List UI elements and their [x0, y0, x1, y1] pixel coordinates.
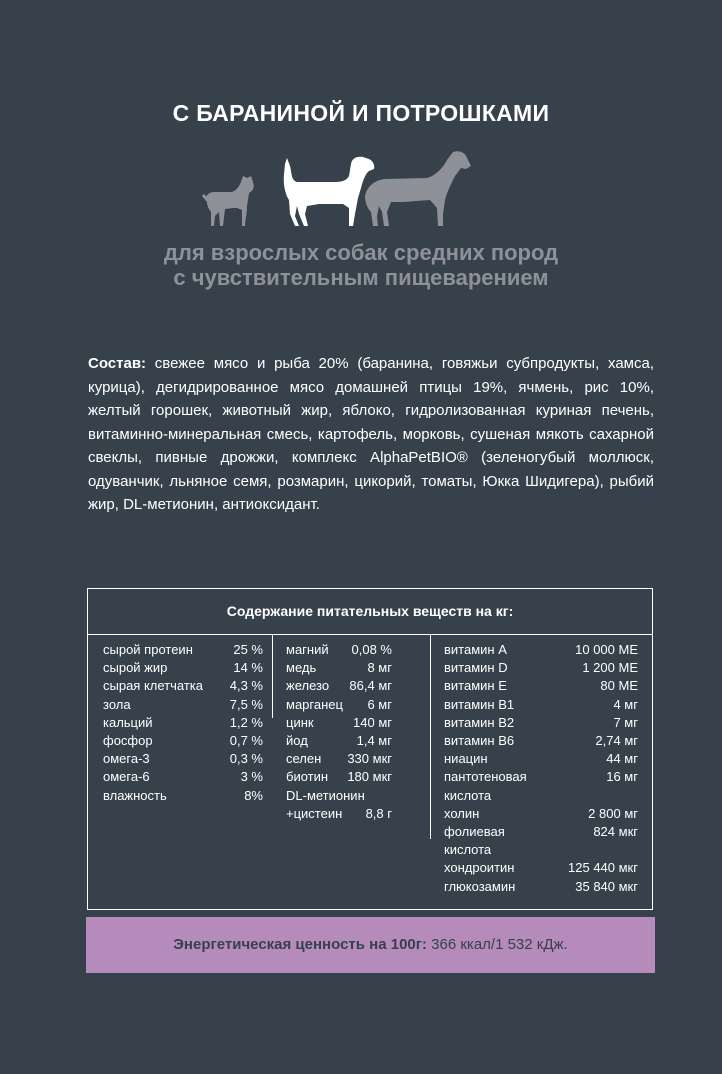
nutrient-value: 14 %	[233, 660, 263, 676]
nutrient-value: 1 200 МЕ	[582, 660, 638, 676]
nutrient-value: 25 %	[233, 642, 263, 657]
nutrient-row	[444, 787, 638, 805]
nutrient-row	[444, 641, 638, 659]
nutrient-row	[286, 732, 392, 750]
nutrient-row	[286, 768, 392, 786]
nutrient-name: витамин А	[444, 642, 507, 657]
nutrient-name: витамин В1	[444, 696, 515, 712]
nutrient-name: холин	[444, 805, 480, 821]
nutrient-name: фолиевая	[444, 824, 505, 840]
nutrient-row	[286, 677, 392, 695]
nutrient-name: +цистеин	[286, 805, 343, 821]
nutrient-name: селен	[286, 751, 322, 767]
nutrient-value: 7 мг	[613, 714, 638, 730]
nutrient-name: цинк	[286, 714, 314, 730]
nutrient-row	[286, 805, 392, 823]
nutrient-name: фосфор	[103, 733, 153, 749]
nutrient-value: 80 МЕ	[600, 678, 638, 694]
nutrient-name: магний	[286, 642, 329, 657]
nutrient-row	[286, 787, 392, 805]
nutrient-row	[444, 659, 638, 677]
nutrient-name: витамин В6	[444, 733, 515, 749]
nutrient-row	[103, 677, 263, 695]
nutrient-row	[444, 878, 638, 896]
nutrient-row	[444, 750, 638, 768]
nutrient-row	[103, 714, 263, 732]
nutrient-row	[444, 859, 638, 877]
nutrient-row	[103, 659, 263, 677]
nutrient-row	[103, 768, 263, 786]
nutrient-row	[444, 696, 638, 714]
nutrients-heading: Содержание питательных веществ на кг:	[88, 589, 652, 635]
nutrient-row	[444, 841, 638, 859]
nutrient-value: 0,7 %	[229, 733, 263, 749]
column-divider	[272, 634, 273, 718]
small-dog-icon	[202, 176, 254, 226]
nutrient-name: витамин Е	[444, 678, 507, 694]
nutrient-name: биотин	[286, 769, 329, 785]
dog-size-icons	[195, 150, 475, 230]
nutrient-value: 8 мг	[367, 660, 392, 676]
nutrient-name: глюкозамин	[444, 878, 516, 894]
nutrient-value: 4 мг	[613, 696, 638, 712]
nutrient-value: 4,3 %	[229, 678, 263, 694]
composition-label: Состав:	[88, 355, 147, 372]
nutrient-row	[286, 696, 392, 714]
nutrient-row	[444, 768, 638, 786]
nutrient-value: 8,8 г	[365, 805, 392, 821]
nutrient-value: 35 840 мкг	[575, 878, 638, 894]
nutrient-row	[103, 750, 263, 768]
composition-paragraph	[88, 352, 654, 517]
nutrient-row	[103, 696, 263, 714]
nutrient-row	[103, 787, 263, 805]
nutrient-value: 10 000 МЕ	[575, 642, 638, 657]
nutrient-name: витамин D	[444, 660, 508, 676]
nutrient-name: ниацин	[444, 751, 488, 767]
nutrient-name: влажность	[103, 787, 167, 803]
nutrient-name: сырой жир	[103, 660, 168, 676]
nutrient-row	[444, 714, 638, 732]
energy-label: Энергетическая ценность на 100г:	[173, 936, 427, 953]
nutrient-row	[286, 750, 392, 768]
nutrient-name: медь	[286, 660, 317, 676]
product-title: С БАРАНИНОЙ И ПОТРОШКАМИ	[172, 100, 550, 126]
nutrient-value: 2 800 мг	[588, 805, 638, 821]
nutrient-name: сырой протеин	[103, 642, 193, 657]
nutrient-name: омега-3	[103, 751, 150, 767]
nutrient-row	[444, 732, 638, 750]
nutrient-value: 2,74 мг	[595, 733, 638, 749]
column-divider	[430, 634, 431, 839]
nutrients-column-2	[286, 641, 392, 823]
nutrient-name: витамин В2	[444, 714, 515, 730]
nutrient-value: 44 мг	[606, 751, 638, 767]
nutrient-value: 1,4 мг	[356, 733, 392, 749]
nutrient-name: кальций	[103, 714, 153, 730]
nutrient-name: марганец	[286, 696, 343, 712]
target-audience	[0, 240, 722, 290]
nutrient-name: зола	[103, 696, 131, 712]
nutrient-value: 0,3 %	[229, 751, 263, 767]
nutrient-name: хондроитин	[444, 860, 515, 876]
nutrient-value: 86,4 мг	[349, 678, 392, 694]
nutrient-value: 1,2 %	[229, 714, 263, 730]
nutrient-value: 125 440 мкг	[568, 860, 638, 876]
nutrient-name: омега-6	[103, 769, 150, 785]
nutrient-value: 824 мкг	[593, 824, 638, 840]
nutrient-row	[286, 659, 392, 677]
medium-dog-icon	[284, 157, 375, 226]
nutrient-value: 7,5 %	[229, 696, 263, 712]
nutrient-name: DL-метионин	[286, 787, 365, 803]
nutrient-value: 3 %	[240, 769, 263, 785]
energy-value-band	[86, 917, 655, 973]
nutrient-name: кислота	[444, 787, 492, 803]
nutrients-column-3	[444, 641, 638, 896]
nutrient-row	[444, 677, 638, 695]
subtitle-line: с чувствительным пищеварением	[173, 265, 549, 290]
nutrient-row	[286, 714, 392, 732]
nutrient-value: 16 мг	[606, 769, 638, 785]
nutrient-row	[444, 805, 638, 823]
nutrient-row	[286, 641, 392, 659]
energy-value: 366 ккал/1 532 кДж.	[427, 936, 568, 953]
nutrient-name: йод	[286, 733, 308, 749]
composition-text: свежее мясо и рыба 20% (баранина, говяжьи субпродукты, хамса, курица), дегидрированное мясо домашней птицы 19%, ячмень, рис 10%, желтый горошек, животный жир, яблоко, гидролизованная куриная печень, витаминно-минеральная смесь, картофель, морковь, сушеная мякоть сахарной свеклы, пивные дрожжи, комплекс AlphaPetBIO® (зеленогубый моллюск, одуванчик, льняное семя, розмарин, цикорий, томаты, Юкка Шидигера), рыбий жир, DL-метионин, антиоксидант.	[88, 355, 654, 513]
nutrients-column-1	[103, 641, 263, 805]
nutrient-value: 180 мкг	[347, 769, 392, 785]
nutrients-table	[87, 588, 653, 910]
nutrient-name: железо	[286, 678, 330, 694]
nutrient-name: пантотеновая	[444, 769, 527, 785]
subtitle-line: для взрослых собак средних пород	[163, 240, 559, 265]
nutrient-value: 330 мкг	[347, 751, 392, 767]
nutrient-name: сырая клетчатка	[103, 678, 204, 694]
nutrient-value: 8%	[244, 787, 263, 803]
large-dog-icon	[365, 151, 471, 226]
nutrient-name: кислота	[444, 842, 492, 858]
nutrient-row	[103, 732, 263, 750]
nutrient-value: 140 мг	[353, 714, 392, 730]
nutrient-value: 0,08 %	[351, 642, 392, 657]
nutrient-value: 6 мг	[367, 696, 392, 712]
nutrient-row	[103, 641, 263, 659]
nutrient-row	[444, 823, 638, 841]
